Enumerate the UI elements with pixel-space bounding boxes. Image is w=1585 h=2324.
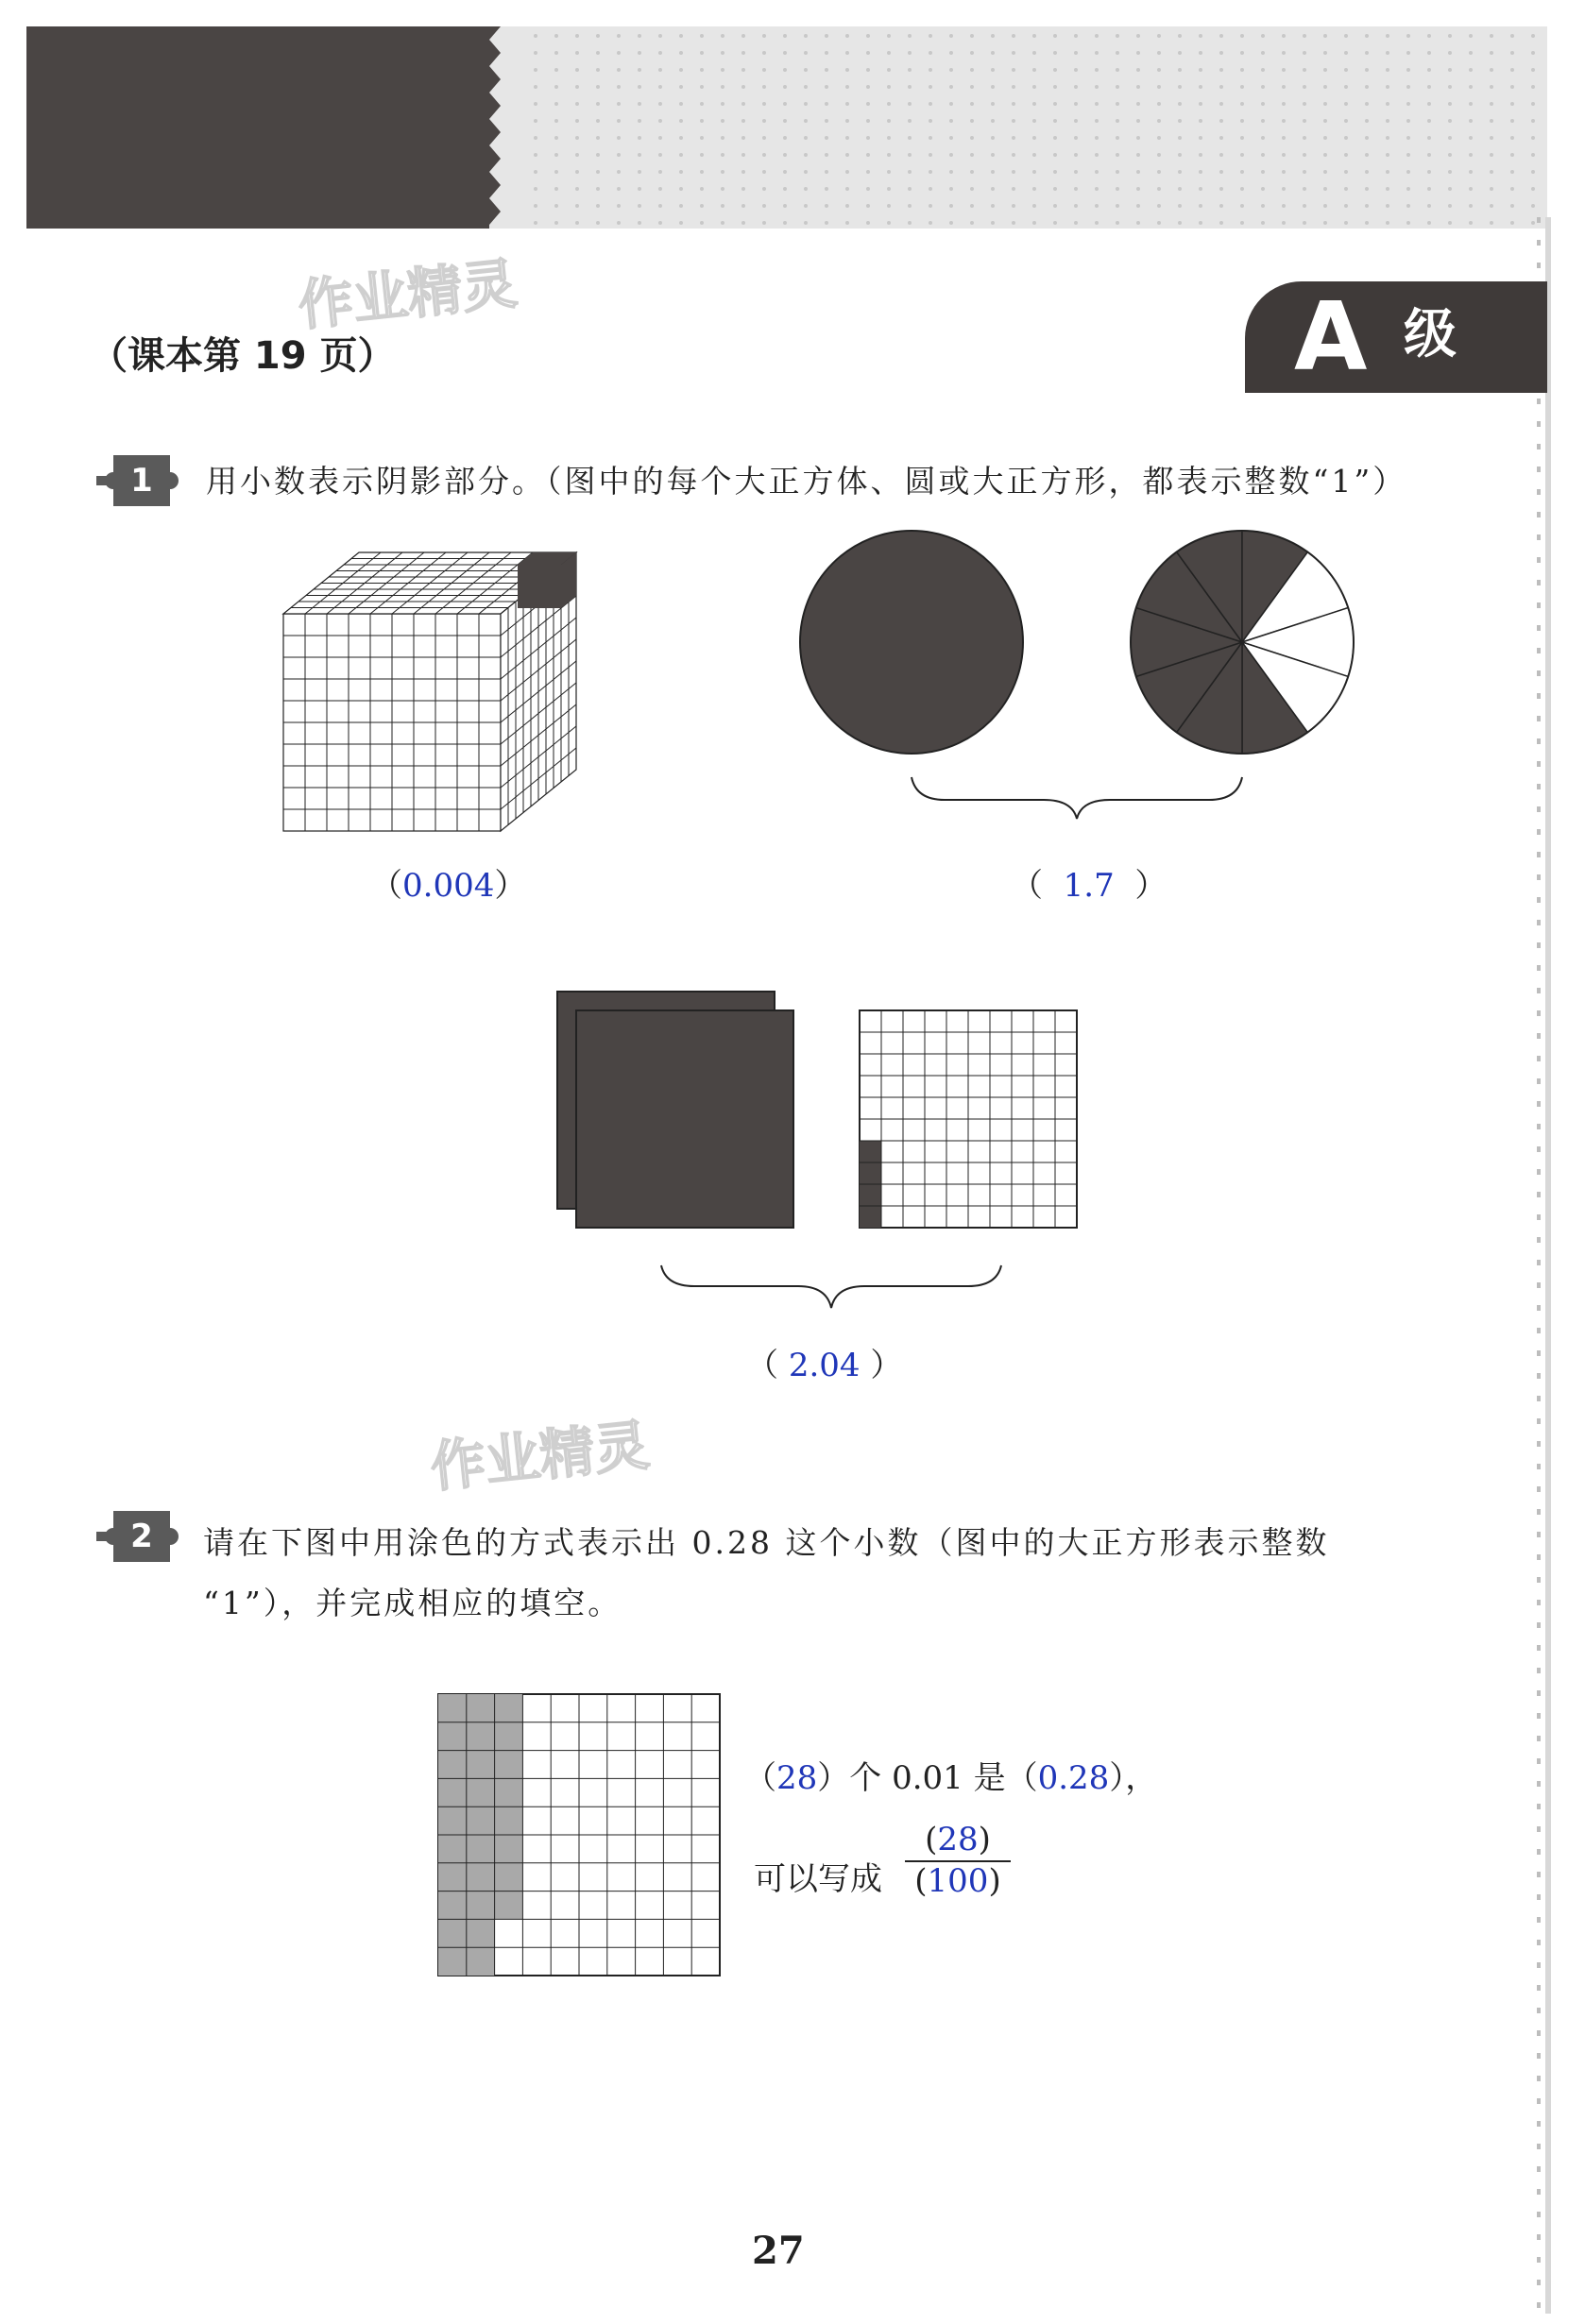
shaded-cell: [495, 1751, 523, 1779]
page-reference: （课本第 19 页）: [90, 334, 396, 378]
puzzle-number-icon: [93, 448, 187, 514]
answer-decimal: 0.28: [1037, 1759, 1110, 1797]
shaded-cell: [495, 1835, 523, 1863]
fill-line-1: （28）个 0.01 是（0.28），: [744, 1759, 1158, 1797]
question-number: 1: [130, 462, 153, 500]
shaded-cell: [495, 1694, 523, 1722]
shaded-square-front: [576, 1010, 793, 1228]
unit-text: 个 0.01 是: [849, 1759, 1006, 1797]
brace: [661, 1265, 1001, 1308]
shaded-cell: [495, 1778, 523, 1807]
cube-figure: [274, 548, 595, 840]
level-tab: [1245, 281, 1547, 393]
squares-figure: [548, 982, 1086, 1322]
circles-figure: [793, 524, 1370, 826]
question-number: 2: [130, 1518, 153, 1555]
watermark: 作业精灵: [295, 251, 520, 338]
zigzag-edge: [480, 26, 508, 229]
page-number: 27: [752, 2229, 805, 2273]
level-letter: A: [1294, 281, 1368, 392]
answer-circles: 1.7: [1063, 867, 1115, 905]
header-band: [26, 26, 1547, 229]
shaded-cell: [495, 1722, 523, 1751]
shaded-cell: [495, 1891, 523, 1920]
question-1-prompt: 用小数表示阴影部分。（图中的每个大正方体、圆或大正方形，都表示整数“1”）: [206, 463, 1407, 500]
page-edge: [1545, 217, 1551, 2314]
shaded-cell: [860, 1206, 881, 1228]
shaded-cell: [495, 1863, 523, 1891]
question-2-prompt-line1: 请在下图中用涂色的方式表示出 0.28 这个小数（图中的大正方形表示整数: [203, 1524, 1330, 1561]
brace: [912, 777, 1242, 819]
header-dark-block: [26, 26, 489, 229]
shaded-cell: [860, 1141, 881, 1162]
watermark: 作业精灵: [427, 1413, 653, 1500]
puzzle-number-icon: [93, 1503, 187, 1569]
answer-cube: 0.004: [402, 867, 495, 905]
question-2-prompt-line2: “1”），并完成相应的填空。: [203, 1585, 622, 1621]
shaded-cube-front: [518, 565, 561, 608]
shaded-cell: [860, 1184, 881, 1206]
answer-denominator: 100: [927, 1862, 989, 1900]
shaded-cell: [495, 1807, 523, 1835]
answer-count: 28: [776, 1759, 818, 1797]
shaded-cell: [860, 1162, 881, 1184]
answer-squares-blank: （ 2.04 ）: [746, 1347, 903, 1384]
shaded-circle: [800, 531, 1023, 754]
page-edge-dashes: [1537, 217, 1541, 2314]
answer-circles-blank: （ 1.7 ）: [1011, 867, 1167, 905]
answer-cube-blank: （0.004）: [370, 867, 527, 905]
answer-numerator: 28: [937, 1821, 979, 1858]
write-as-label: 可以写成: [754, 1860, 882, 1898]
dot-pattern: [518, 26, 1547, 229]
answer-squares: 2.04: [788, 1347, 861, 1384]
fraction: (28) (100): [905, 1821, 1011, 1900]
level-word: 级: [1404, 304, 1457, 365]
grid-figure: [435, 1690, 727, 1983]
